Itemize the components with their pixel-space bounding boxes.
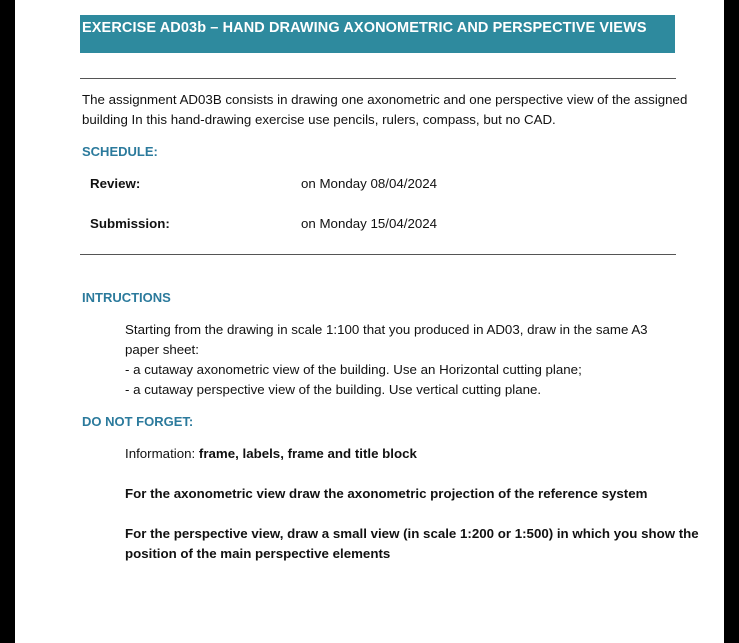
intro-line-2: building In this hand-drawing exercise use pencils, rulers, compass, but no CAD.	[82, 112, 556, 127]
perspective-note-line-2: position of the main perspective elements	[125, 546, 391, 561]
information-label: Information:	[125, 446, 199, 461]
instructions-heading: INTRUCTIONS	[82, 290, 171, 305]
do-not-forget-heading: DO NOT FORGET:	[82, 414, 194, 429]
right-edge	[724, 0, 739, 643]
instructions-line-2: paper sheet:	[125, 342, 199, 357]
submission-label: Submission:	[90, 216, 170, 231]
instructions-bullet-2: - a cutaway perspective view of the building. Use vertical cutting plane.	[125, 382, 542, 397]
document-title: EXERCISE AD03b – HAND DRAWING AXONOMETRIC AND PERSPECTIVE VIEWS	[82, 20, 647, 36]
submission-date: on Monday 15/04/2024	[301, 216, 438, 231]
axonometric-note: For the axonometric view draw the axonometric projection of the reference system	[125, 486, 648, 501]
review-label: Review:	[90, 176, 141, 191]
divider-top	[80, 78, 676, 79]
left-edge	[0, 0, 15, 643]
instructions-bullet-1: - a cutaway axonometric view of the building. Use an Horizontal cutting plane;	[125, 362, 582, 377]
perspective-note-line-1: For the perspective view, draw a small view (in scale 1:200 or 1:500) in which you show the	[125, 526, 699, 541]
schedule-heading: SCHEDULE:	[82, 144, 158, 159]
instructions-line-1: Starting from the drawing in scale 1:100 that you produced in AD03, draw in the same A3	[125, 322, 648, 337]
review-date: on Monday 08/04/2024	[301, 176, 438, 191]
information-line	[125, 444, 417, 464]
information-value: frame, labels, frame and title block	[198, 446, 417, 461]
intro-line-1: The assignment AD03B consists in drawing one axonometric and one perspective view of the assigned	[82, 92, 688, 107]
divider-middle	[80, 254, 676, 255]
